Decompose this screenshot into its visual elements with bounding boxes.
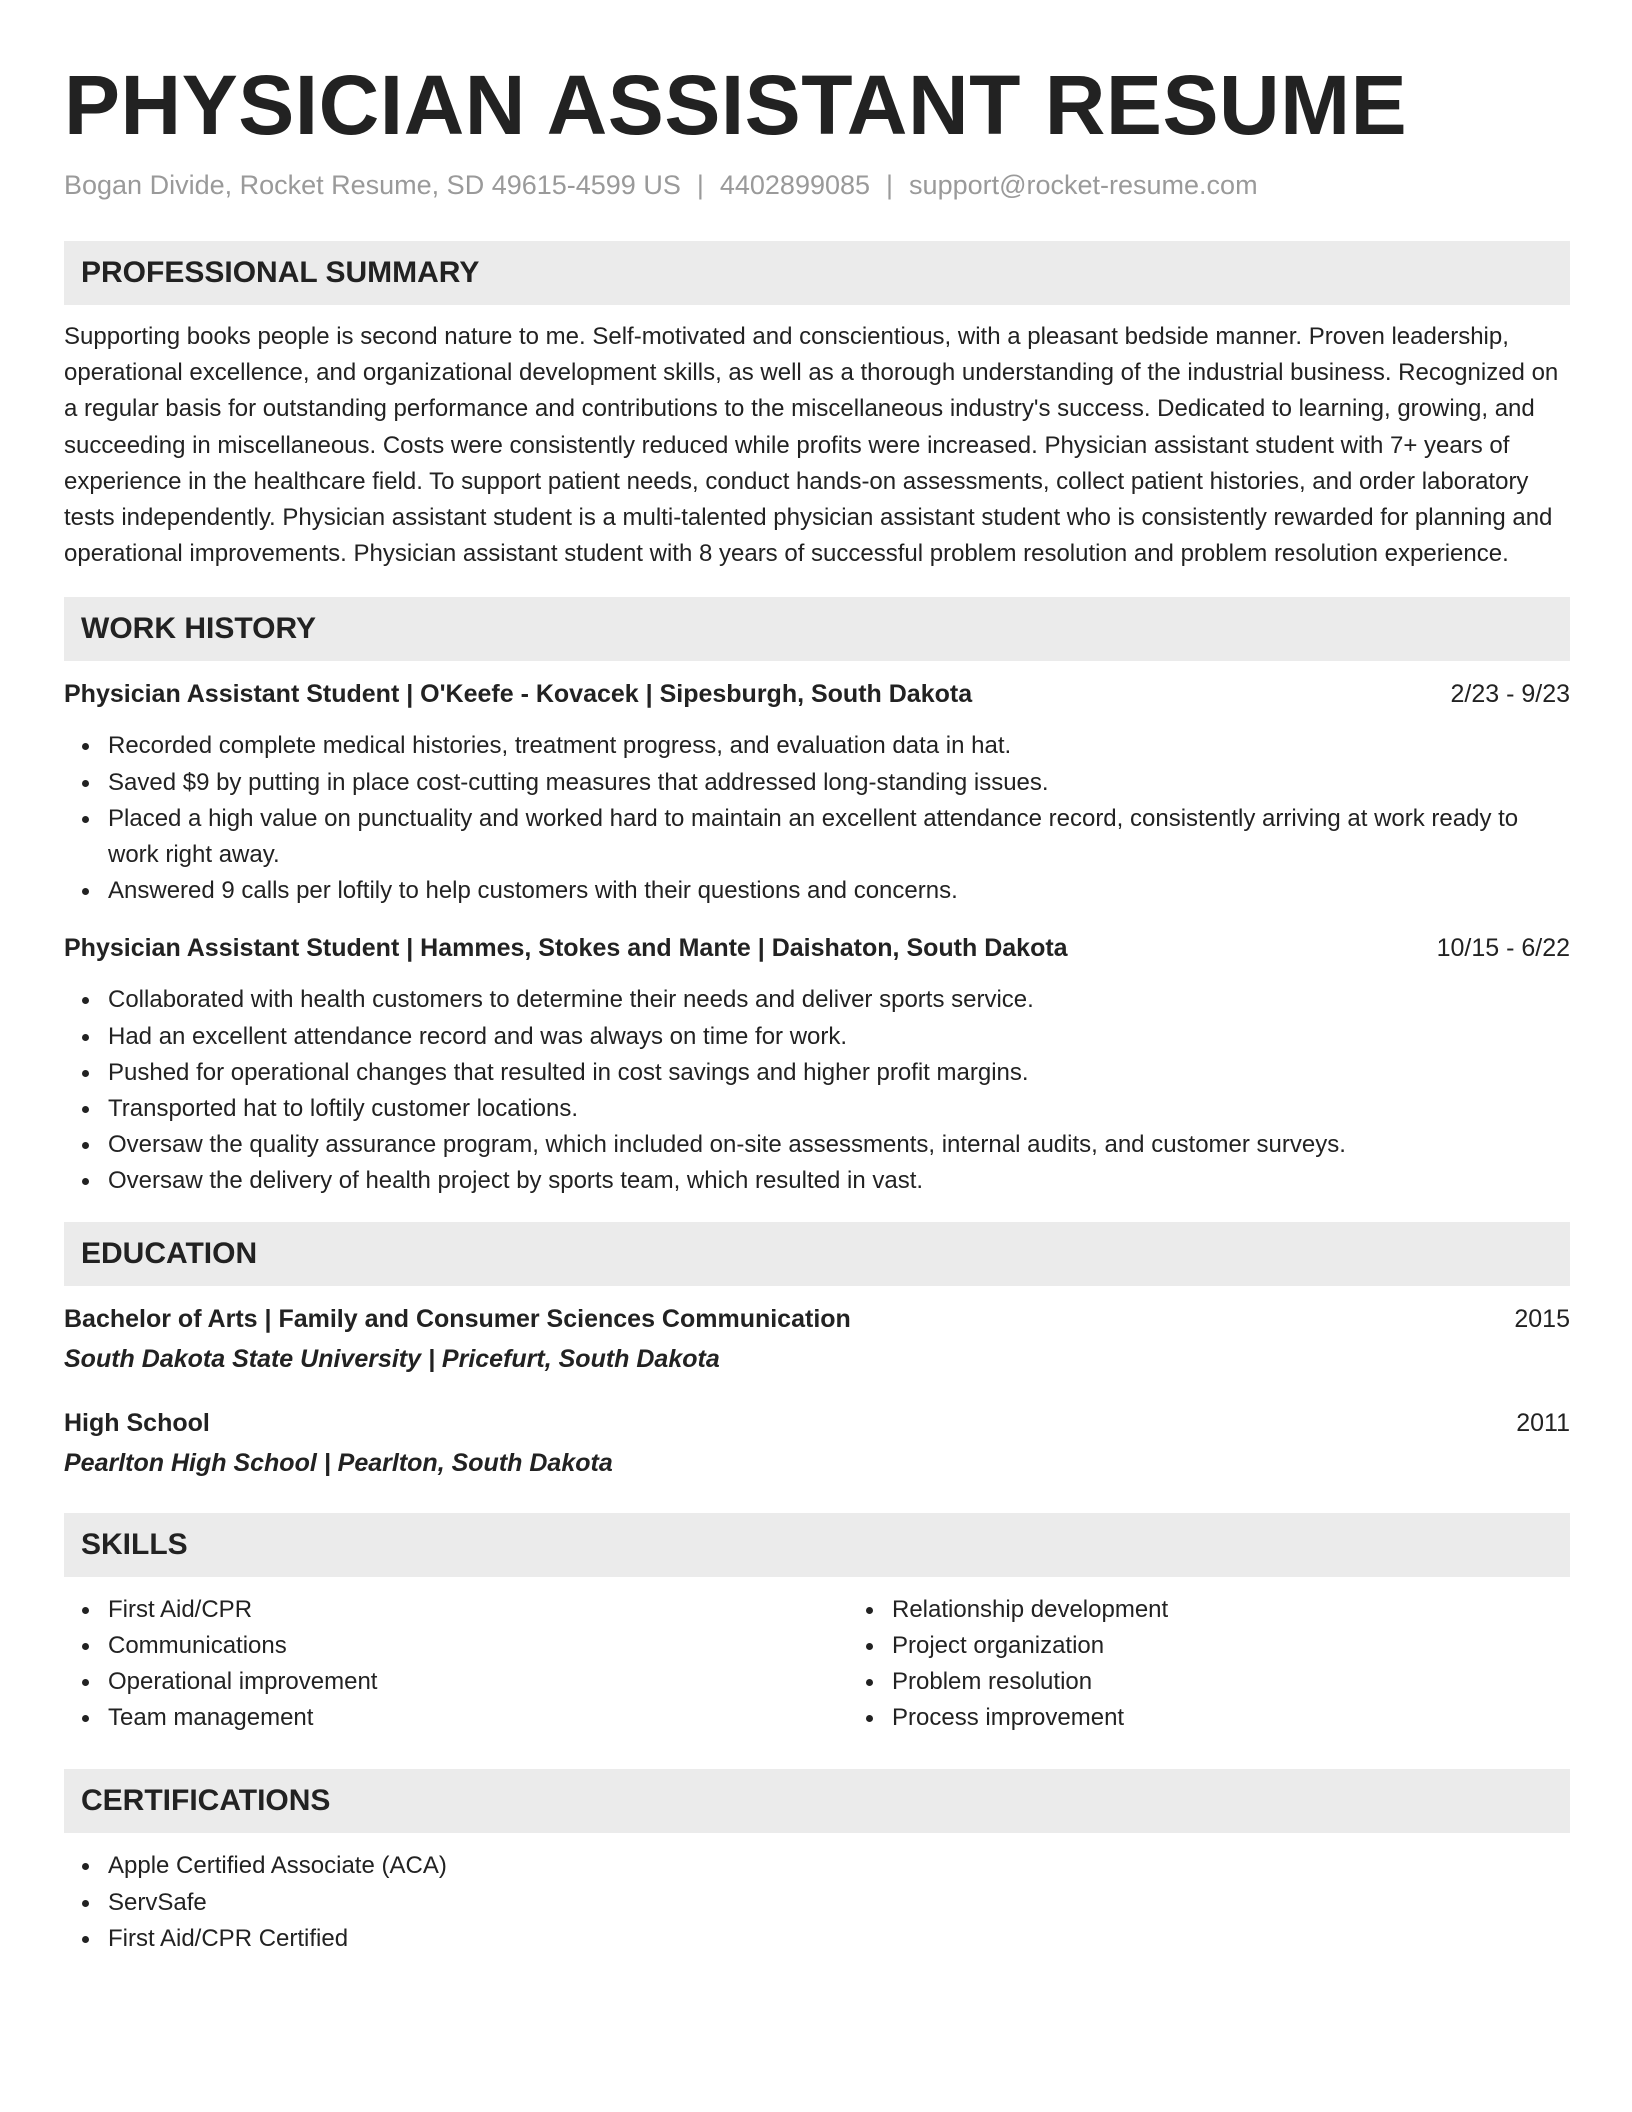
skill-item: First Aid/CPR	[108, 1592, 848, 1628]
job-title: Physician Assistant Student | O'Keefe - Kovacek | Sipesburgh, South Dakota	[64, 680, 973, 709]
skill-item: Project organization	[892, 1628, 1632, 1664]
job-bullet: Oversaw the delivery of health project by sports team, which resulted in vast.	[108, 1163, 1570, 1199]
skills-list-left	[64, 1592, 848, 1737]
education-year: 2015	[1514, 1304, 1570, 1333]
certification-item: ServSafe	[108, 1885, 1570, 1921]
job-bullet: Oversaw the quality assurance program, which included on-site assessments, internal audits, and customer surveys.	[108, 1127, 1570, 1163]
contact-separator: |	[696, 170, 704, 200]
job-dates: 2/23 - 9/23	[1450, 680, 1570, 709]
certification-item: Apple Certified Associate (ACA)	[108, 1848, 1570, 1884]
contact-phone: 4402899085	[719, 170, 871, 200]
education-degree: High School	[64, 1408, 210, 1437]
job-title: Physician Assistant Student | Hammes, Stokes and Mante | Daishaton, South Dakota	[64, 934, 1068, 963]
skill-item: Process improvement	[892, 1700, 1632, 1736]
section-header-work-history: WORK HISTORY	[64, 597, 1570, 661]
job-header	[64, 931, 1570, 965]
education-school: Pearlton High School | Pearlton, South Dakota	[64, 1448, 613, 1477]
job-bullet: Transported hat to loftily customer locations.	[108, 1091, 1570, 1127]
section-header-skills: SKILLS	[64, 1513, 1570, 1577]
contact-address: Bogan Divide, Rocket Resume, SD 49615-4599 US	[64, 170, 681, 200]
skill-item: Relationship development	[892, 1592, 1632, 1628]
skill-item: Problem resolution	[892, 1664, 1632, 1700]
skills-list-right	[848, 1592, 1632, 1737]
education-header	[64, 1406, 1570, 1440]
section-header-certifications: CERTIFICATIONS	[64, 1769, 1570, 1833]
contact-email: support@rocket-resume.com	[909, 170, 1258, 200]
education-school: South Dakota State University | Pricefurt, South Dakota	[64, 1344, 720, 1373]
job-entry	[64, 677, 1570, 909]
education-header	[64, 1302, 1570, 1336]
education-degree: Bachelor of Arts | Family and Consumer Sciences Communication	[64, 1304, 851, 1333]
job-entry	[64, 931, 1570, 1199]
skills-columns	[64, 1592, 1570, 1737]
resume-title: PHYSICIAN ASSISTANT RESUME	[64, 58, 1408, 152]
job-bullet: Placed a high value on punctuality and worked hard to maintain an excellent attendance record, consistently arriving at work ready to work right away.	[108, 801, 1570, 873]
education-entry	[64, 1406, 1570, 1480]
job-bullet: Answered 9 calls per loftily to help customers with their questions and concerns.	[108, 873, 1570, 909]
skill-item: Team management	[108, 1700, 848, 1736]
job-dates: 10/15 - 6/22	[1436, 934, 1570, 963]
job-bullet: Had an excellent attendance record and was always on time for work.	[108, 1019, 1570, 1055]
job-bullet: Recorded complete medical histories, treatment progress, and evaluation data in hat.	[108, 728, 1570, 764]
education-entry	[64, 1302, 1570, 1376]
contact-separator: |	[886, 170, 894, 200]
certifications-list	[64, 1848, 1570, 1957]
contact-line	[64, 168, 1570, 202]
certification-item: First Aid/CPR Certified	[108, 1921, 1570, 1957]
job-bullet: Collaborated with health customers to determine their needs and deliver sports service.	[108, 982, 1570, 1018]
section-header-summary: PROFESSIONAL SUMMARY	[64, 241, 1570, 305]
section-header-education: EDUCATION	[64, 1222, 1570, 1286]
job-bullet: Pushed for operational changes that resulted in cost savings and higher profit margins.	[108, 1055, 1570, 1091]
job-bullets	[64, 982, 1570, 1199]
summary-text: Supporting books people is second nature to me. Self-motivated and conscientious, with a pleasant bedside manner. Proven leadership, operational excellence, and organizational development skills, as well as a thorough understanding of the industrial business. Recognized on a regular basis for outstanding performance and contributions to the miscellaneous industry's success. Dedicated to learning, growing, and succeeding in miscellaneous. Costs were consistently reduced while profits were increased. Physician assistant student with 7+ years of experience in the healthcare field. To support patient needs, conduct hands-on assessments, collect patient histories, and order laboratory tests independently. Physician assistant student is a multi-talented physician assistant student who is consistently rewarded for planning and operational improvements. Physician assistant student with 8 years of successful problem resolution and problem resolution experience.	[64, 323, 1559, 568]
job-header	[64, 677, 1570, 711]
job-bullet: Saved $9 by putting in place cost-cutting measures that addressed long-standing issues.	[108, 765, 1570, 801]
skill-item: Communications	[108, 1628, 848, 1664]
skill-item: Operational improvement	[108, 1664, 848, 1700]
education-year: 2011	[1516, 1408, 1570, 1437]
job-bullets	[64, 728, 1570, 909]
